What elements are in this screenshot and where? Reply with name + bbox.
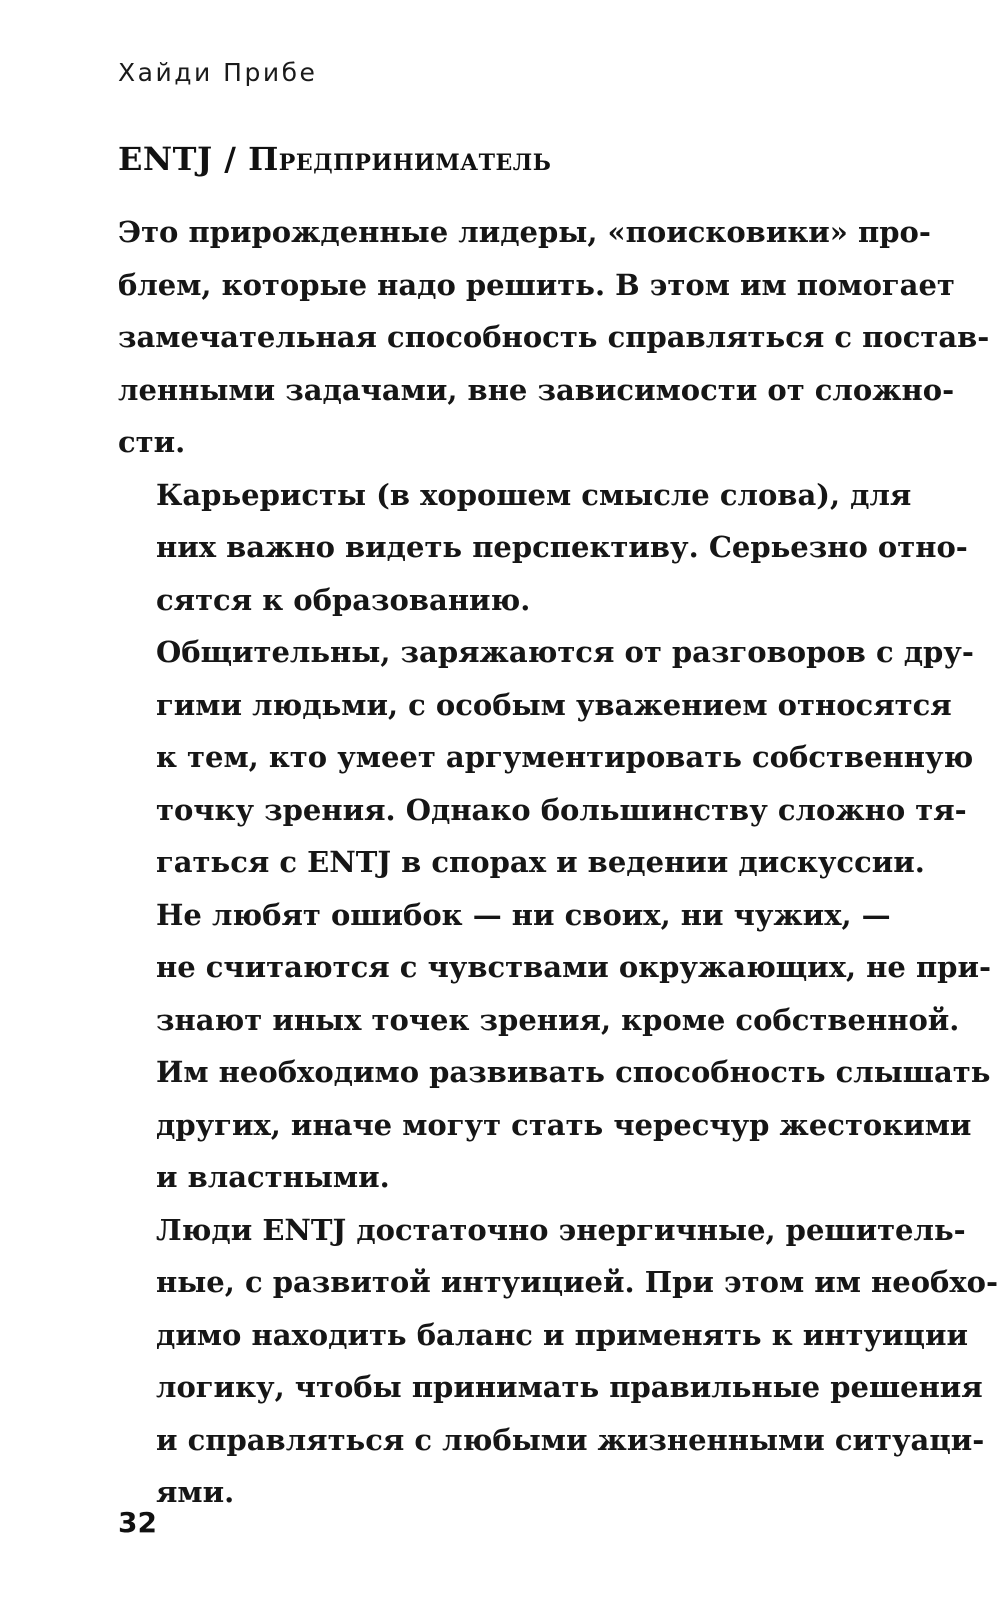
text-line: не считаются с чувствами окружающих, не при- [156, 950, 991, 984]
chapter-title [118, 140, 551, 178]
text-line: сятся к образованию. [156, 582, 531, 617]
text-line: Не любят ошибок — ни своих, ни чужих, — [156, 897, 891, 932]
text-line: и справляться с любыми жизненными ситуаци- [156, 1422, 985, 1457]
chapter-separator: / [224, 140, 237, 178]
text-line: знают иных точек зрения, кроме собственной. [156, 1002, 960, 1037]
paragraph-1 [118, 206, 990, 469]
text-line: Им необходимо развивать способность слышать [156, 1055, 991, 1089]
text-line: димо находить баланс и применять к интуиции [156, 1317, 968, 1352]
text-line: гаться с ENTJ в спорах и ведении дискуссии. [156, 845, 925, 879]
text-line: них важно видеть перспективу. Серьезно отно- [156, 530, 968, 564]
body-text [118, 206, 999, 1519]
paragraph-3 [118, 626, 974, 889]
text-line: Люди ENTJ достаточно энергичные, решитель- [156, 1212, 966, 1247]
text-line: ленными задачами, вне зависимости от сложно- [118, 372, 955, 407]
text-line: Это прирожденные лидеры, «поисковики» про- [118, 215, 931, 249]
chapter-name: Предприниматель [248, 140, 552, 178]
paragraph-2 [118, 469, 968, 627]
text-line: блем, которые надо решить. В этом им помогает [118, 267, 955, 302]
page-number: 32 [118, 1506, 157, 1539]
text-line: Общительны, заряжаются от разговоров с дру- [156, 635, 974, 669]
chapter-code: ENTJ [118, 140, 213, 178]
paragraph-5 [118, 1204, 999, 1519]
text-line: ями. [156, 1475, 235, 1509]
text-line: логику, чтобы принимать правильные решения [156, 1370, 983, 1404]
text-line: сти. [118, 425, 186, 459]
text-line: замечательная способность справляться с постав- [118, 320, 990, 354]
text-line: ные, с развитой интуицией. При этом им необхо- [156, 1265, 999, 1299]
text-line: гими людьми, с особым уважением относятся [156, 687, 952, 722]
text-line: других, иначе могут стать чересчур жестокими [156, 1107, 972, 1142]
paragraph-4 [118, 889, 991, 1204]
running-head-author: Хайди Прибе [118, 58, 318, 87]
text-line: и властными. [156, 1160, 390, 1194]
text-line: Карьеристы (в хорошем смысле слова), для [156, 477, 912, 512]
text-line: точку зрения. Однако большинству сложно тя- [156, 792, 967, 827]
text-line: к тем, кто умеет аргументировать собственную [156, 740, 974, 774]
